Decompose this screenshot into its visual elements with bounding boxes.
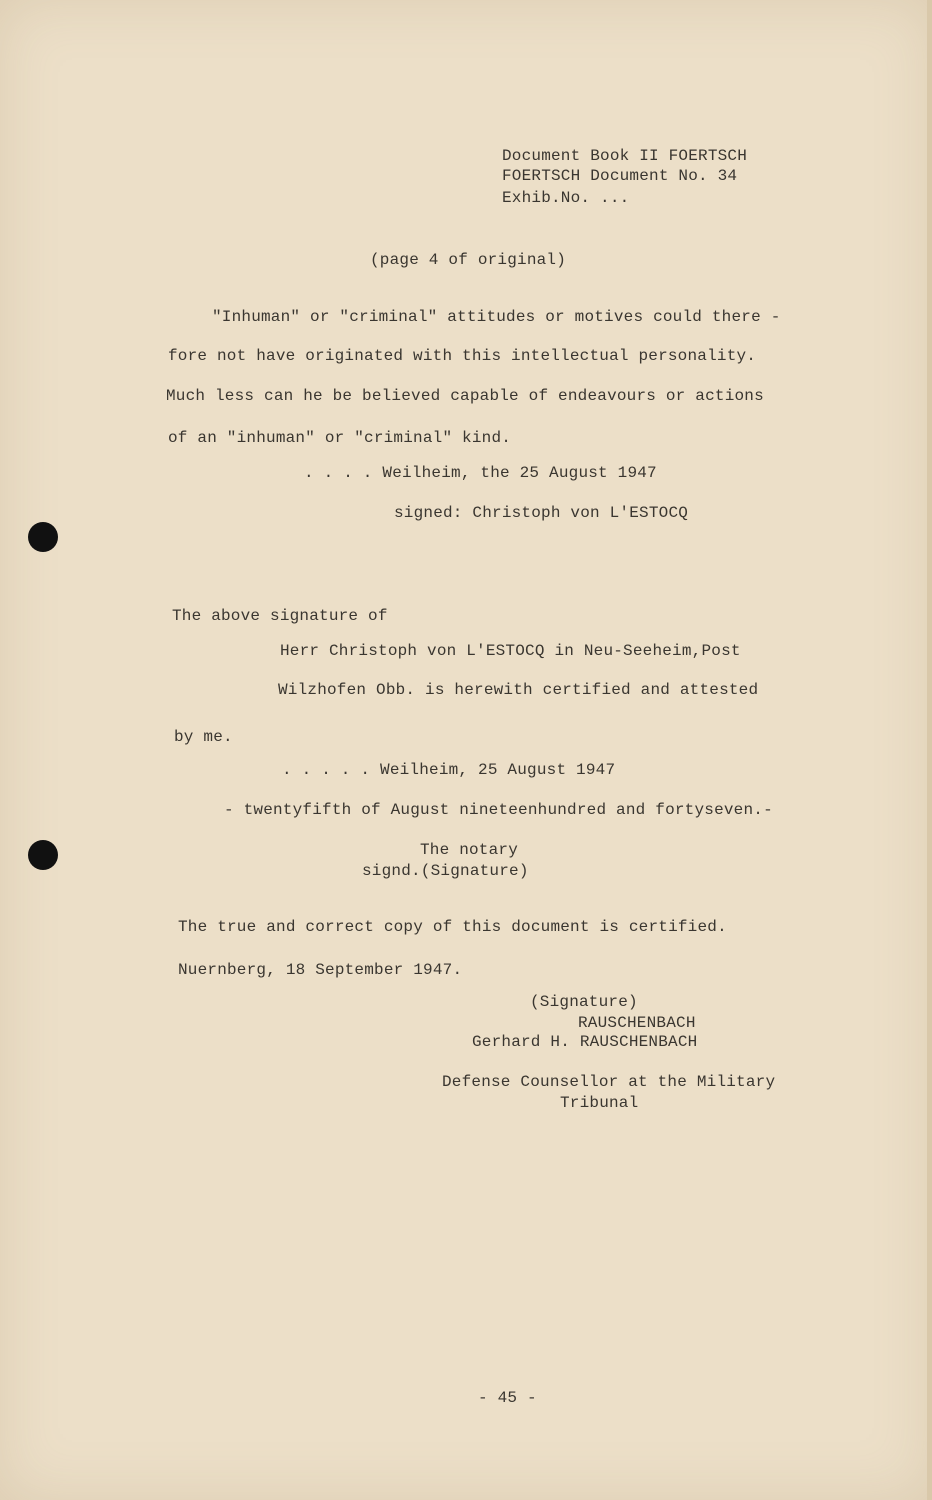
counsel-title-2: Tribunal — [560, 1094, 639, 1112]
copy-cert-line-1: The true and correct copy of this document is certified. — [178, 918, 727, 936]
punch-hole-top — [28, 522, 58, 552]
page-edge — [927, 0, 932, 1500]
body-line-3: Much less can he be believed capable of endeavours or actions — [166, 387, 764, 405]
page-reference: (page 4 of original) — [370, 251, 567, 269]
punch-hole-bottom — [28, 840, 58, 870]
page-number: - 45 - — [478, 1389, 537, 1407]
body-line-2: fore not have originated with this intellectual personality. — [168, 347, 757, 365]
date-in-words: - twentyfifth of August nineteenhundred and fortyseven.- — [224, 801, 773, 819]
header-line-1: Document Book II FOERTSCH — [502, 147, 748, 165]
signature-name-1: RAUSCHENBACH — [578, 1014, 696, 1032]
copy-cert-line-2: Nuernberg, 18 September 1947. — [178, 961, 463, 979]
signature-name-2: Gerhard H. RAUSCHENBACH — [472, 1033, 698, 1051]
header-line-3: Exhib.No. ... — [502, 189, 630, 207]
header-line-2: FOERTSCH Document No. 34 — [502, 167, 738, 185]
cert-line-1: The above signature of — [172, 607, 388, 625]
notary-label: The notary — [420, 841, 519, 859]
cert-line-2: Herr Christoph von L'ESTOCQ in Neu-Seeheim,Post — [280, 642, 741, 660]
place-date-1: . . . . Weilheim, the 25 August 1947 — [304, 464, 657, 482]
notary-signature: signd.(Signature) — [362, 862, 529, 880]
place-date-2: . . . . . Weilheim, 25 August 1947 — [282, 761, 616, 779]
body-line-4: of an "inhuman" or "criminal" kind. — [168, 429, 512, 447]
cert-line-4: by me. — [174, 728, 233, 746]
cert-line-3: Wilzhofen Obb. is herewith certified and attested — [278, 681, 759, 699]
signature-label: (Signature) — [530, 993, 638, 1011]
body-line-1: "Inhuman" or "criminal" attitudes or motives could there - — [212, 308, 781, 326]
counsel-title-1: Defense Counsellor at the Military — [442, 1073, 776, 1091]
signed-line: signed: Christoph von L'ESTOCQ — [394, 504, 689, 522]
